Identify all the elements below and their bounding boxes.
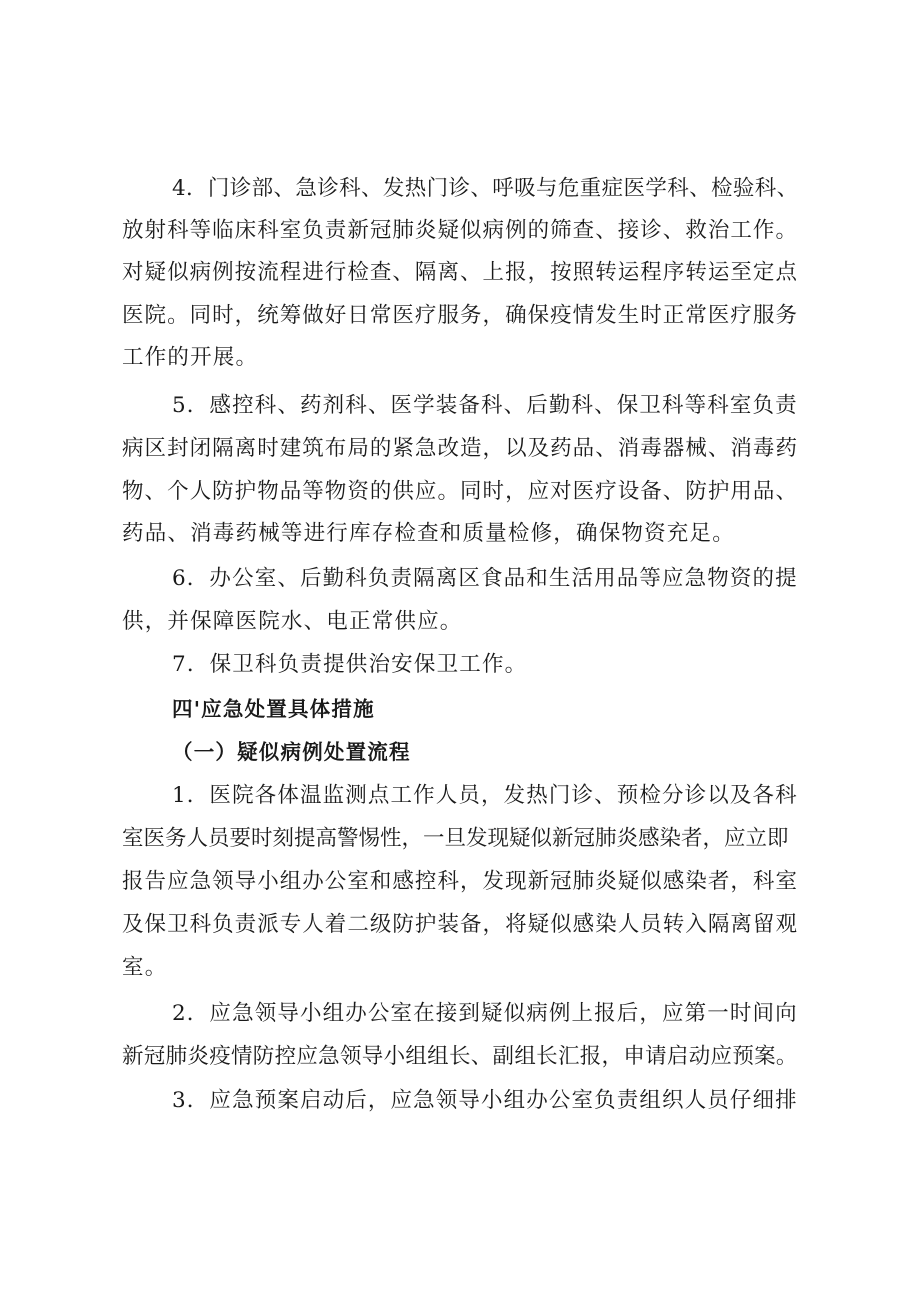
step-2-line-1: 2．应急领导小组办公室在接到疑似病例上报后，应第一时间向	[172, 1001, 798, 1026]
subsection-heading: （一）疑似病例处置流程	[172, 740, 411, 764]
para-6-line-1: 6．办公室、后勤科负责隔离区食品和生活用品等应急物资的提	[172, 566, 798, 591]
para-7-line-1: 7．保卫科负责提供治安保卫工作。	[172, 652, 528, 677]
para-5-line-2: 病区封闭隔离时建筑布局的紧急改造，以及药品、消毒器械、消毒药	[122, 436, 799, 461]
step-1-line-5: 室。	[122, 955, 168, 980]
step-1-line-1: 1．医院各体温监测点工作人员，发热门诊、预检分诊以及各科	[172, 783, 798, 808]
step-3-line-1: 3．应急预案启动后，应急领导小组办公室负责组织人员仔细排	[172, 1088, 798, 1113]
para-6-line-2: 供，并保障医院水、电正常供应。	[122, 609, 463, 634]
step-1-line-4: 及保卫科负责派专人着二级防护装备，将疑似感染人员转入隔离留观	[122, 912, 799, 937]
para-4-line-4: 医院。同时，统筹做好日常医疗服务，确保疫情发生时正常医疗服务	[122, 303, 799, 328]
step-1-line-2: 室医务人员要时刻提高警惕性，一旦发现疑似新冠肺炎感染者，应立即	[122, 826, 789, 851]
section-heading: 四'应急处置具体措施	[172, 697, 375, 721]
para-4-line-5: 工作的开展。	[122, 345, 259, 370]
step-1-line-3: 报告应急领导小组办公室和感控科，发现新冠肺炎疑似感染者，科室	[122, 869, 799, 894]
para-5-line-4: 药品、消毒药械等进行库存检查和质量检修，确保物资充足。	[122, 521, 735, 546]
para-4-line-3: 对疑似病例按流程进行检查、隔离、上报，按照转运程序转运至定点	[122, 260, 799, 285]
step-2-line-2: 新冠肺炎疫情防控应急领导小组组长、副组长汇报，申请启动应预案。	[122, 1044, 798, 1069]
para-4-line-1: 4．门诊部、急诊科、发热门诊、呼吸与危重症医学科、检验科、	[172, 176, 799, 201]
para-4-line-2: 放射科等临床科室负责新冠肺炎疑似病例的筛查、接诊、救治工作。	[122, 218, 799, 243]
para-5-line-3: 物、个人防护物品等物资的供应。同时，应对医疗设备、防护用品、	[122, 479, 799, 504]
para-5-line-1: 5．感控科、药剂科、医学装备科、后勤科、保卫科等科室负责	[172, 393, 798, 418]
